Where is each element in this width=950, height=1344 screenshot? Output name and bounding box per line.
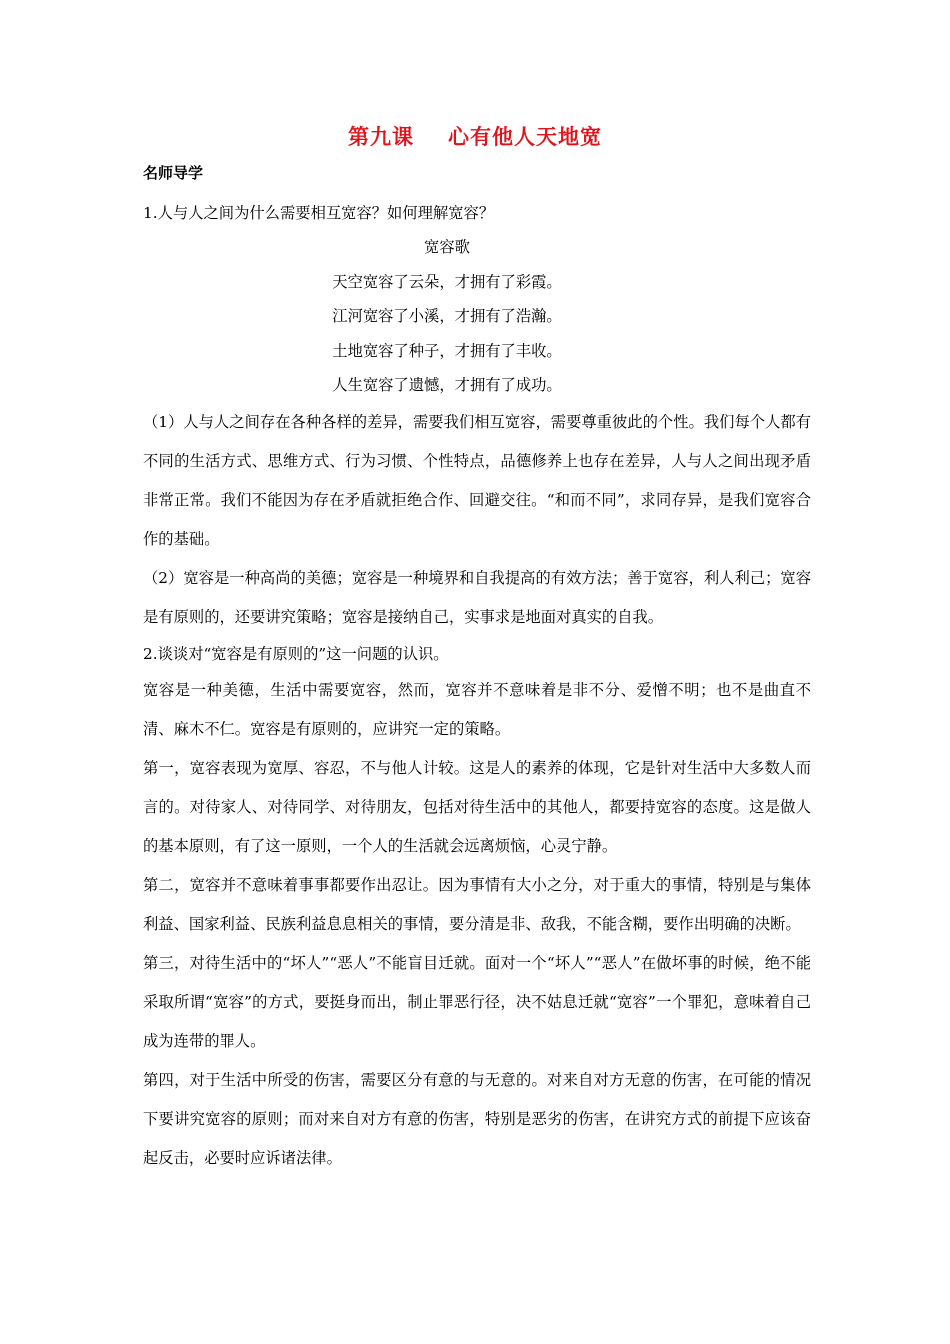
answer-2-point-4: 第四，对于生活中所受的伤害，需要区分有意的与无意的。对来自对方无意的伤害，在可能的情况下要讲究宽容的原则；而对来自对方有意的伤害，特别是恶劣的伤害，在讲究方式的前提下应该奋起反击，必要时应诉诸法律。 bbox=[143, 1070, 811, 1167]
poem-line: 天空宽容了云朵，才拥有了彩霞。 bbox=[332, 272, 562, 291]
poem-line: 江河宽容了小溪，才拥有了浩瀚。 bbox=[332, 307, 562, 325]
answer-1-part-1: （1）人与人之间存在各种各样的差异，需要我们相互宽容，需要尊重彼此的个性。我们每个人都有不同的生活方式、思维方式、行为习惯、个性特点，品德修养上也存在差异，人与人之间出现矛盾非常正常。我们不能因为存在矛盾就拒绝合作、回避交往。“和而不同”，求同存异，是我们宽容合作的基础。 bbox=[143, 412, 811, 548]
answer-2-intro: 宽容是一种美德，生活中需要宽容，然而，宽容并不意味着是非不分、爱憎不明；也不是曲直不清、麻木不仁。宽容是有原则的，应讲究一定的策略。 bbox=[143, 680, 811, 738]
answer-2-point-3: 第三，对待生活中的“坏人”“恶人”不能盲目迁就。面对一个“坏人”“恶人”在做坏事的时候，绝不能采取所谓“宽容”的方式，要挺身而出，制止罪恶行径，决不姑息迁就“宽容”一个罪犯，意味着自己成为连带的罪人。 bbox=[143, 953, 811, 1050]
question-2: 2.谈谈对“宽容是有原则的”这一问题的认识。 bbox=[143, 644, 449, 663]
answer-2-point-1: 第一，宽容表现为宽厚、容忍，不与他人计较。这是人的素养的体现，它是针对生活中大多数人而言的。对待家人、对待同学、对待朋友，包括对待生活中的其他人，都要持宽容的态度。这是做人的基本原则，有了这一原则，一个人的生活就会远离烦恼，心灵宁静。 bbox=[143, 758, 811, 855]
document-body bbox=[143, 196, 811, 1178]
answer-1-part-2: （2）宽容是一种高尚的美德；宽容是一种境界和自我提高的有效方法；善于宽容，利人利己；宽容是有原则的，还要讲究策略；宽容是接纳自己，实事求是地面对真实的自我。 bbox=[143, 568, 811, 626]
lesson-number: 第九课 bbox=[348, 125, 414, 149]
lesson-name: 心有他人天地宽 bbox=[448, 125, 602, 149]
poem-title: 宽容歌 bbox=[424, 238, 470, 256]
poem-line: 人生宽容了遗憾，才拥有了成功。 bbox=[332, 376, 562, 394]
question-1: 1.人与人之间为什么需要相互宽容？如何理解宽容？ bbox=[143, 204, 495, 222]
poem bbox=[143, 230, 811, 403]
poem-line: 土地宽容了种子，才拥有了丰收。 bbox=[332, 341, 562, 360]
answer-2-point-2: 第二，宽容并不意味着事事都要作出忍让。因为事情有大小之分，对于重大的事情，特别是与集体利益、国家利益、民族利益息息相关的事情，要分清是非、敌我，不能含糊，要作出明确的决断。 bbox=[143, 875, 811, 933]
lesson-title bbox=[0, 121, 950, 153]
section-heading: 名师导学 bbox=[143, 164, 204, 182]
